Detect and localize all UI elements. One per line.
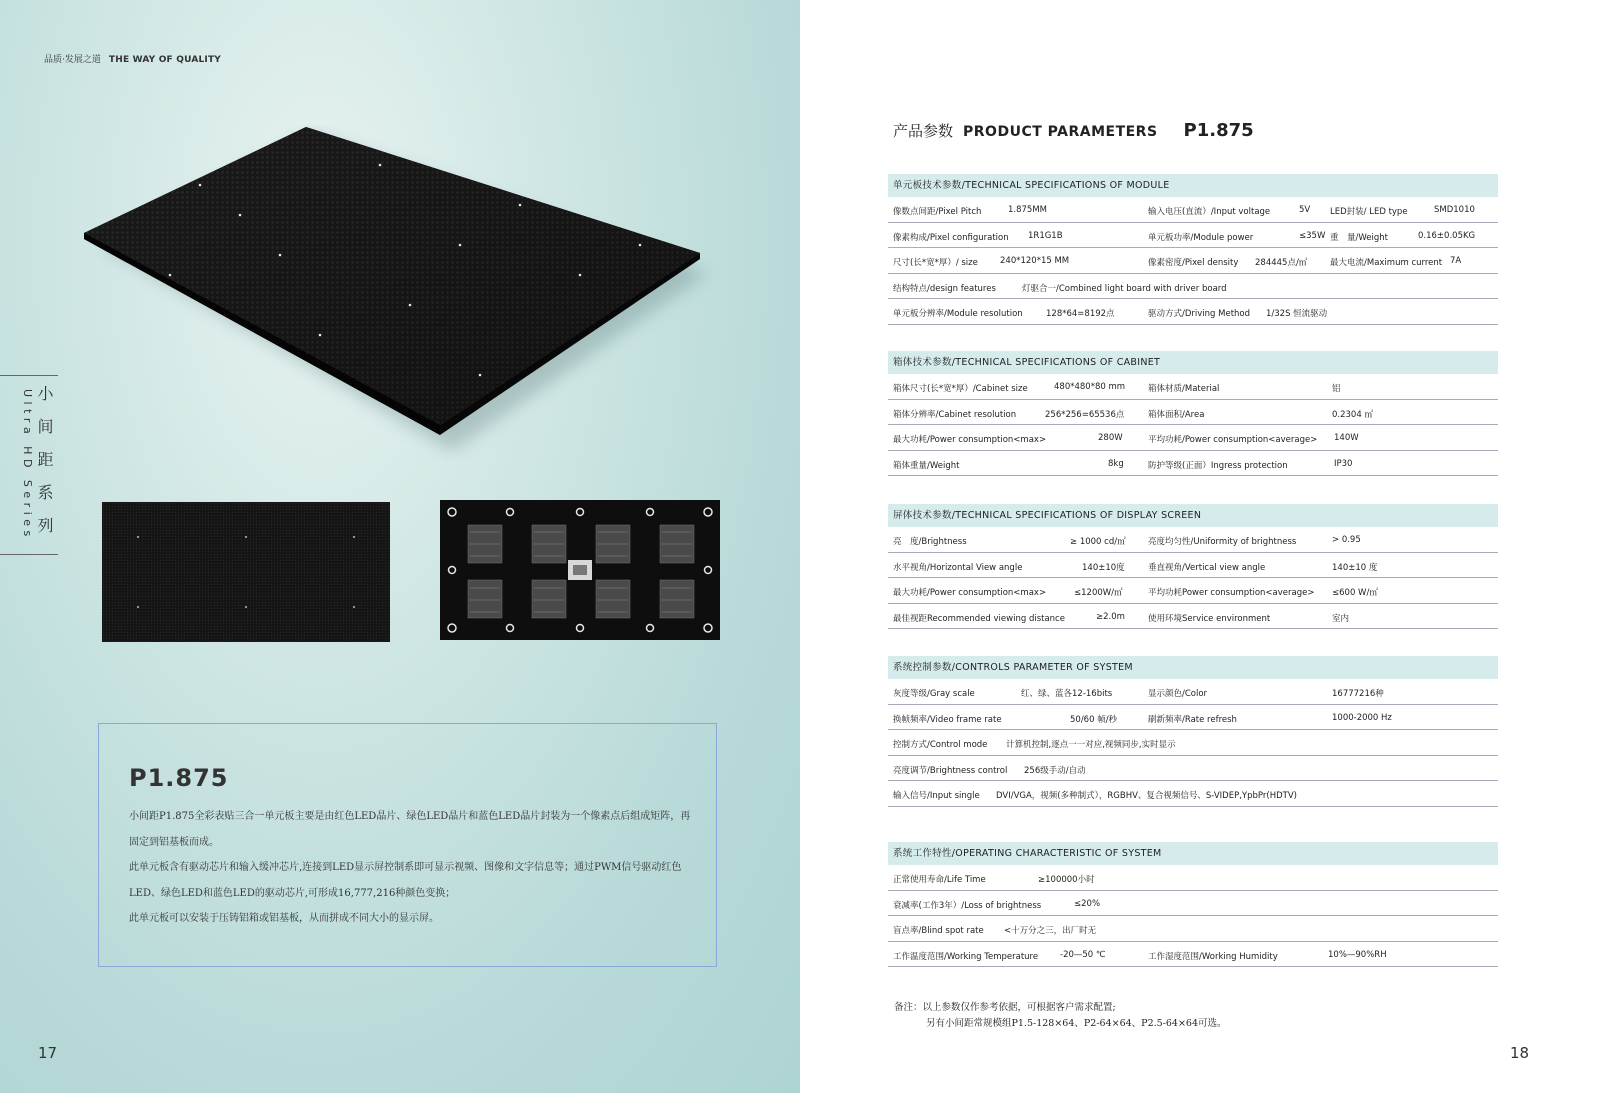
- header-tag-cn: 品质·发展之道: [44, 55, 101, 65]
- table-row: [888, 891, 1498, 917]
- series-cn: 小间距系列: [35, 385, 54, 550]
- param-label: 垂直视角/Vertical view angle: [1148, 562, 1266, 573]
- param-label: 正常使用寿命/Life Time: [893, 875, 986, 885]
- param-value: ≤600 W/㎡: [1332, 588, 1378, 598]
- param-value: ≤1200W/㎡: [1074, 588, 1123, 598]
- param-value: 5V: [1299, 205, 1311, 215]
- param-value: 7A: [1450, 256, 1462, 266]
- param-label: 衰减率(工作3年）/Loss of brightness: [893, 900, 1042, 911]
- param-value: 256*256=65536点: [1045, 409, 1125, 420]
- param-label: 平均功耗/Power consumption<average>: [1148, 435, 1318, 445]
- series-en: Ultra HD Series: [21, 389, 34, 541]
- param-label: 驱动方式/Driving Method: [1148, 309, 1251, 319]
- description-box: [98, 723, 717, 967]
- param-value: 1/32S 恒流驱动: [1266, 309, 1328, 319]
- param-label: 防护等级(正面）Ingress protection: [1148, 460, 1288, 471]
- param-label: 灰度等级/Gray scale: [893, 689, 975, 699]
- table-row: [888, 197, 1498, 223]
- table-row: [888, 553, 1498, 579]
- param-value: 1000-2000 Hz: [1332, 712, 1392, 723]
- section-display-screen: [888, 504, 1498, 629]
- params-title-cn: 产品参数: [893, 122, 954, 140]
- right-page: [800, 0, 1600, 1093]
- description-paragraph-3: 此单元板可以安装于压铸铝箱或铝基板，从而拼成不同大小的显示屏。: [129, 913, 439, 924]
- section-title: 箱体技术参数/TECHNICAL SPECIFICATIONS OF CABINET: [888, 351, 1498, 374]
- param-label: 输入信号/Input single: [893, 791, 980, 801]
- param-label: 单元板分辨率/Module resolution: [893, 309, 1023, 319]
- divider: [0, 375, 58, 376]
- param-value: ≤20%: [1074, 898, 1101, 909]
- param-label: 亮 度/Brightness: [893, 537, 967, 547]
- param-label: 亮度调节/Brightness control: [893, 765, 1008, 776]
- description-title: P1.875: [129, 764, 229, 792]
- param-value: 计算机控制,逐点一一对应,视频同步,实时显示: [1006, 740, 1176, 750]
- led-module-front-image: [102, 502, 390, 642]
- table-row: [888, 705, 1498, 731]
- section-controls: [888, 656, 1498, 807]
- table-row: [888, 578, 1498, 604]
- param-label: 最大电流/Maximum current: [1330, 258, 1443, 268]
- divider: [0, 554, 58, 555]
- section-title: 系统工作特性/OPERATING CHARACTERISTIC OF SYSTEM: [888, 842, 1498, 865]
- table-row: [888, 299, 1498, 325]
- series-side-label: [0, 375, 58, 555]
- param-label: 像数点间距/Pixel Pitch: [893, 207, 982, 217]
- param-value: 240*120*15 MM: [1000, 256, 1070, 266]
- header-tag: [44, 52, 221, 65]
- param-label: 使用环境Service environment: [1148, 613, 1271, 624]
- table-row: [888, 374, 1498, 400]
- param-label: 箱体材质/Material: [1148, 384, 1220, 394]
- param-label: 重 量/Weight: [1330, 232, 1388, 243]
- section-title: 系统控制参数/CONTROLS PARAMETER OF SYSTEM: [888, 656, 1498, 679]
- param-label: 尺寸(长*宽*厚）/ size: [893, 258, 978, 268]
- param-value: 10%—90%RH: [1328, 949, 1387, 960]
- param-value: 284445点/㎡: [1255, 258, 1308, 268]
- param-label: 箱体重量/Weight: [893, 460, 960, 471]
- param-label: 盲点率/Blind spot rate: [893, 926, 984, 936]
- param-label: 结构特点/design features: [893, 283, 996, 294]
- param-value: 0.2304 ㎡: [1332, 409, 1373, 420]
- param-label: 控制方式/Control mode: [893, 740, 988, 750]
- table-row: [888, 248, 1498, 274]
- param-value: -20—50 ℃: [1060, 949, 1106, 960]
- description-paragraph-1: 小间距P1.875全彩表贴三合一单元板主要是由红色LED晶片、绿色LED晶片和蓝色LED晶片封装为一个像素点后组成矩阵，再固定到铝基板而成。: [129, 811, 691, 848]
- table-row: [888, 730, 1498, 756]
- table-row: [888, 756, 1498, 782]
- table-row: [888, 400, 1498, 426]
- param-label: 最大功耗/Power consumption<max>: [893, 435, 1047, 445]
- section-title: 单元板技术参数/TECHNICAL SPECIFICATIONS OF MODULE: [888, 174, 1498, 197]
- param-label: 平均功耗Power consumption<average>: [1148, 588, 1315, 598]
- description-paragraph-2: 此单元板含有驱动芯片和输入缓冲芯片,连接到LED显示屏控制系即可显示视频、图像和文字信息等；通过PWM信号驱动红色LED、绿色LED和蓝色LED的驱动芯片,可形成16,777,216种颜色变换；: [129, 862, 682, 899]
- param-value: 256级手动/自动: [1024, 765, 1086, 776]
- param-label: 输入电压(直流）/Input voltage: [1148, 207, 1271, 217]
- param-label: 工作湿度范围/Working Humidity: [1148, 951, 1278, 962]
- section-module: [888, 174, 1498, 325]
- param-value: 280W: [1098, 433, 1123, 443]
- param-label: 水平视角/Horizontal View angle: [893, 562, 1023, 573]
- param-label: 单元板功率/Module power: [1148, 232, 1254, 243]
- page-number-left: 17: [38, 1044, 58, 1062]
- table-row: [888, 865, 1498, 891]
- param-value: ≥2.0m: [1096, 611, 1125, 622]
- param-label: 箱体面积/Area: [1148, 409, 1205, 420]
- led-module-back-pcb-image: [440, 500, 720, 640]
- param-value: 8kg: [1108, 458, 1124, 469]
- param-value: 140±10度: [1082, 562, 1125, 573]
- table-row: [888, 223, 1498, 249]
- param-value: 红、绿、蓝各12-16bits: [1021, 689, 1113, 699]
- note-line-1: 备注：以上参数仅作参考依据，可根据客户需求配置;: [894, 1002, 1116, 1013]
- param-value: ≥ 1000 cd/㎡: [1070, 537, 1126, 547]
- note-line-2: 另有小间距常规模组P1.5-128×64、P2-64×64、P2.5-64×64可选。: [926, 1018, 1227, 1029]
- param-value: 0.16±0.05KG: [1418, 230, 1476, 241]
- table-row: [888, 527, 1498, 553]
- param-label: 箱体尺寸(长*宽*厚）/Cabinet size: [893, 384, 1028, 394]
- section-operating: [888, 842, 1498, 967]
- param-value: 140W: [1334, 433, 1359, 443]
- params-title: [893, 120, 1254, 141]
- param-value: 50/60 帧/秒: [1070, 714, 1118, 725]
- param-value: 16777216种: [1332, 689, 1384, 699]
- table-row: [888, 274, 1498, 300]
- param-value: ≥100000小时: [1038, 875, 1095, 885]
- table-row: [888, 679, 1498, 705]
- param-label: 像素构成/Pixel configuration: [893, 232, 1009, 243]
- param-label: 工作温度范围/Working Temperature: [893, 951, 1039, 962]
- param-value: 铝: [1332, 384, 1341, 394]
- led-module-angled-image: [80, 125, 720, 460]
- param-label: 亮度均匀性/Uniformity of brightness: [1148, 537, 1297, 547]
- param-value: 室内: [1332, 613, 1350, 624]
- param-value: 1.875MM: [1008, 205, 1048, 215]
- param-value: 480*480*80 mm: [1054, 382, 1126, 392]
- param-value: > 0.95: [1332, 535, 1361, 545]
- param-label: 最大功耗/Power consumption<max>: [893, 588, 1047, 598]
- table-row: [888, 451, 1498, 477]
- param-value: IP30: [1334, 458, 1353, 469]
- param-label: 最佳视距Recommended viewing distance: [893, 613, 1065, 624]
- table-row: [888, 942, 1498, 968]
- param-label: 显示颜色/Color: [1148, 689, 1208, 699]
- table-row: [888, 604, 1498, 630]
- param-value: SMD1010: [1434, 205, 1475, 215]
- param-label: 换帧频率/Video frame rate: [893, 714, 1002, 725]
- page-number-right: 18: [1510, 1044, 1530, 1062]
- param-label: 像素密度/Pixel density: [1148, 258, 1239, 268]
- section-cabinet: [888, 351, 1498, 476]
- table-row: [888, 781, 1498, 807]
- section-title: 屏体技术参数/TECHNICAL SPECIFICATIONS OF DISPLAY SCREEN: [888, 504, 1498, 527]
- param-value: ≤35W: [1299, 230, 1326, 241]
- param-label: 刷新频率/Rate refresh: [1148, 714, 1237, 725]
- table-row: [888, 425, 1498, 451]
- param-value: 140±10 度: [1332, 562, 1378, 573]
- params-title-en: PRODUCT PARAMETERS: [963, 124, 1158, 140]
- param-value: 1R1G1B: [1028, 230, 1063, 241]
- note: [894, 1000, 1227, 1032]
- param-value: <十万分之三，出厂时无: [1004, 926, 1097, 936]
- params-title-model: P1.875: [1183, 120, 1254, 141]
- table-row: [888, 916, 1498, 942]
- header-tag-en: THE WAY OF QUALITY: [108, 55, 222, 65]
- param-value: DVI/VGA，视频(多种制式），RGBHV、复合视频信号、S-VIDEP,YpbPr(HDTV): [996, 791, 1297, 801]
- param-label: LED封装/ LED type: [1330, 207, 1408, 217]
- param-value: 灯驱合一/Combined light board with driver board: [1022, 283, 1227, 294]
- param-value: 128*64=8192点: [1046, 309, 1115, 319]
- param-label: 箱体分辨率/Cabinet resolution: [893, 409, 1017, 420]
